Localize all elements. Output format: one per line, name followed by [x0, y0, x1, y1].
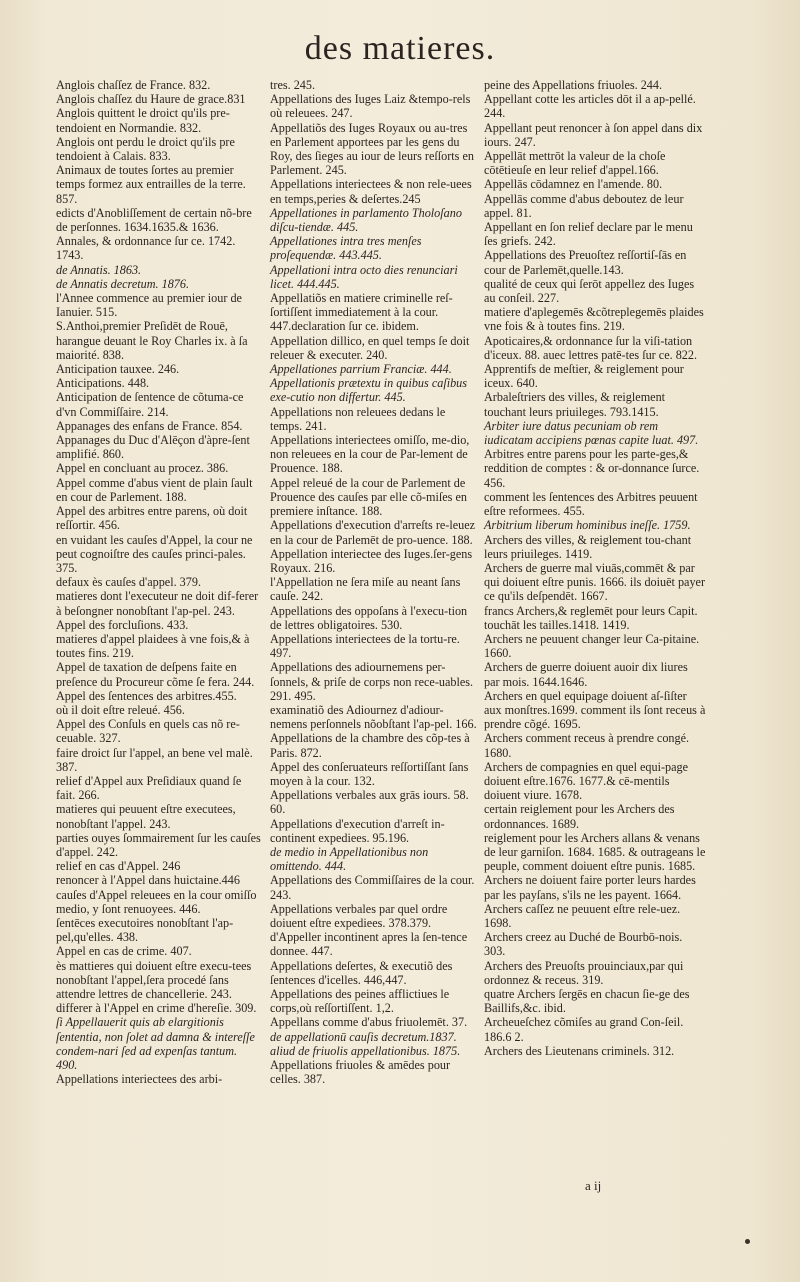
index-entry: Appellations friuoles & amēdes pour celles. 387.	[270, 1058, 451, 1087]
index-entry: Appellations de la chambre des cõp-tes à Paris. 872.	[270, 731, 470, 760]
index-entry: Animaux de toutes ſortes au premier temps formez aux entrailles de la terre. 857.	[56, 163, 246, 206]
index-entry: Appellationes parrium Franciæ. 444.	[270, 362, 452, 377]
index-entry: Appellations interiectees omiſſo, me-dio, non releuees en la cour de Par-lement de Prouence. 188.	[270, 433, 470, 476]
index-entry: differer à l'Appel en crime d'hereſie. 309.	[56, 1001, 257, 1016]
index-entry: Archers des villes, & reiglement tou-chant leurs priuileges. 1419.	[484, 532, 692, 561]
index-column-1	[56, 78, 261, 1086]
index-entry: où il doit eſtre releué. 456.	[56, 702, 185, 717]
index-entry: Appel des forcluſions. 433.	[56, 617, 189, 632]
index-entry: Appanages des enfans de France. 854.	[56, 418, 243, 433]
index-entry: de medio in Appellationibus non omittendo. 444.	[270, 844, 429, 874]
index-entry: tres. 245.	[270, 78, 316, 92]
index-entry: examinatiõ des Adiournez d'adiour-nemens perſonnels nõobſtant l'ap-pel. 166.	[270, 702, 477, 732]
index-entry: l'Appellation ne ſera miſe au neant ſans cauſe. 242.	[270, 575, 461, 604]
index-entry: Appellations non releuees dedans le temps. 241.	[270, 404, 446, 433]
index-entry: Arbitres entre parens pour les parte-ges,& reddition de comptes : & or-donnance ſurce. 456.	[484, 447, 700, 490]
index-entry: Appellations verbales aux grās iours. 58. 60.	[270, 788, 469, 817]
index-entry: en vuidant les cauſes d'Appel, la cour ne peut cognoiſtre des cauſes princi-pales. 375.	[56, 532, 253, 575]
index-entry: de appellationū cauſis decretum.1837. aliud de friuolis appellationibus. 1875.	[270, 1029, 461, 1058]
index-entry: Appellations des adiournemens per-ſonnels, & priſe de corps non rece-uables. 291. 495.	[270, 660, 474, 703]
index-entry: Appellatiõs en matiere criminelle reſ-ſortiſſent immediatement à la cour. 447.declaration ſur ce. ibidem.	[270, 291, 453, 334]
index-entry: Archers ne peuuent changer leur Ca-pitaine. 1660.	[484, 631, 700, 661]
index-entry: Appel comme d'abus vient de plain ſault en cour de Parlement. 188.	[56, 475, 253, 504]
index-entry: Appellations des Commiſſaires de la cour. 243.	[270, 873, 475, 902]
index-column-3	[484, 78, 706, 1058]
index-entry: Apprentifs de meſtier, & reiglement pour iceux. 640.	[484, 362, 684, 391]
index-entry: Anticipations. 448.	[56, 376, 150, 391]
index-entry: Arbiter iure datus pecuniam ob rem iudicatam accipiens pœnas capite luat. 497.	[484, 418, 699, 448]
index-entry: quatre Archers ſergēs en chacun ſie-ge des Baillifs,&c. ibid.	[484, 987, 690, 1016]
index-entry: Appel en cas de crime. 407.	[56, 944, 192, 959]
index-entry: Anglois ont perdu le droict qu'ils pre tendoient à Calais. 833.	[56, 134, 235, 164]
index-entry: Appellations verbales par quel ordre doiuent eſtre expediees. 378.379.	[270, 901, 448, 930]
index-entry: Appel releué de la cour de Parlement de Prouence des cauſes par elle cõ-miſes en premiere inſtance. 188.	[270, 475, 467, 519]
index-entry: Anticipation de ſentence de cõtuma-ce d'vn Commiſſaire. 214.	[56, 390, 244, 419]
index-entry: Appellāt mettrōt la valeur de la choſe cōtētieuſe en leur relief d'appel.166.	[484, 149, 666, 178]
index-entry: Appellations des peines afflictiues le corps,où reſſortiſſent. 1,2.	[270, 987, 450, 1016]
index-entry: Archers des Preuoſts prouinciaux,par qui ordonnez & receus. 319.	[484, 958, 684, 987]
index-entry: Appel de taxation de deſpens faite en preſence du Procureur cõme ſe fera. 244.	[56, 660, 255, 689]
index-entry: renoncer à l'Appel dans huictaine.446	[56, 873, 240, 888]
index-entry: Archeueſchez cõmiſes au grand Con-ſeil. 186.6 2.	[484, 1015, 684, 1044]
index-entry: Archers des Lieutenans criminels. 312.	[484, 1043, 675, 1058]
index-entry: S.Anthoi,premier Preſidēt de Rouē, harangue deuant le Roy Charles ix. à ſa maiorité. 838.	[56, 319, 248, 362]
index-entry: Appellant cotte les articles dōt il a ap-pellé. 244.	[484, 92, 696, 121]
index-entry: cauſes d'Appel releuees en la cour omiſſo medio, y ſont renuoyees. 446.	[56, 887, 257, 916]
index-entry: Appellations interiectees des arbi-	[56, 1072, 223, 1087]
index-entry: Archers ne doiuent faire porter leurs hardes par les payſans, s'ils ne les payent. 1664.	[484, 873, 696, 902]
index-entry: relief d'Appel aux Preſidiaux quand ſe fait. 266.	[56, 773, 242, 803]
index-entry: Annales, & ordonnance ſur ce. 1742. 1743.	[56, 234, 236, 263]
index-entry: peine des Appellations friuoles. 244.	[484, 78, 663, 92]
index-entry: parties ouyes ſommairement ſur les cauſes d'appel. 242.	[56, 830, 261, 859]
index-entry: Archers caſſez ne peuuent eſtre rele-uez. 1698.	[484, 901, 681, 930]
index-entry: Appellationi intra octo dies renunciari licet. 444.445.	[270, 262, 458, 291]
index-entry: ès mattieres qui doiuent eſtre execu-tees nonobſtant l'appel,ſera procedé ſans attendre lettres de chancellerie. 243.	[56, 958, 252, 1001]
index-entry: Archers de compagnies en quel equi-page doiuent eſtre.1676. 1677.& cē-mentils doiuent viure. 1678.	[484, 759, 689, 803]
index-entry: ſi Appellauerit quis ab elargitionis ſententia, non ſolet ad damna & intereſſe condem-nari ſed ad expenſas tantum. 490.	[56, 1015, 255, 1073]
index-entry: Appellations interiectees & non rele-uees en temps,peries & deſertes.245	[270, 177, 472, 206]
index-entry: Appel des ſentences des arbitres.455.	[56, 688, 237, 703]
index-entry: Archers comment receus à prendre congé. 1680.	[484, 731, 690, 760]
index-entry: Anticipation tauxee. 246.	[56, 362, 180, 377]
index-entry: faire droict ſur l'appel, an bene vel malè. 387.	[56, 745, 253, 774]
index-entry: Archers de guerre mal viuās,commēt & par qui doiuent eſtre punis. 1666. ils doiuēt payer ce qu'ils deſpendēt. 1667.	[484, 560, 706, 604]
index-entry: Appellations deſertes, & executiõ des ſentences d'icelles. 446,447.	[270, 958, 453, 987]
index-entry: certain reiglement pour les Archers des ordonnances. 1689.	[484, 802, 675, 831]
index-entry: Appellations des oppoſans à l'execu-tion de lettres obligatoires. 530.	[270, 603, 468, 632]
index-entry: l'Annee commence au premier iour de Ianuier. 515.	[56, 291, 242, 320]
index-entry: matiere d'aplegemēs &cõtreplegemēs plaides vne fois & à toutes fins. 219.	[484, 305, 704, 334]
index-entry: Appellation interiectee des Iuges.ſer-gens Royaux. 216.	[270, 546, 473, 575]
index-entry: Anglois quittent le droict qu'ils pre-tendoient en Normandie. 832.	[56, 106, 230, 135]
index-entry: edicts d'Anobliſſement de certain nõ-bre de perſonnes. 1634.1635.& 1636.	[56, 205, 252, 235]
index-entry: Appellans comme d'abus friuolemēt. 37.	[270, 1015, 468, 1030]
signature-mark: a ij	[585, 1178, 602, 1193]
index-entry: comment les ſentences des Arbitres peuuent eſtre reformees. 455.	[484, 489, 698, 519]
index-column-2	[270, 78, 480, 1086]
index-entry: Anglois chaſſez du Haure de grace.831	[56, 92, 246, 107]
index-entry: ſentēces executoires nonobſtant l'ap-pel,qu'elles. 438.	[56, 915, 234, 945]
index-entry: de Annatis decretum. 1876.	[56, 276, 190, 291]
index-entry: d'Appeller incontinent apres la ſen-tence donnee. 447.	[270, 930, 468, 959]
index-entry: Appellās cōdamnez en l'amende. 80.	[484, 177, 663, 192]
index-entry: defaux ès cauſes d'appel. 379.	[56, 575, 202, 590]
index-entry: matieres dont l'executeur ne doit dif-ferer à beſongner nonobſtant l'ap-pel. 243.	[56, 589, 259, 618]
index-entry: Appellation dillico, en quel temps ſe doit releuer & executer. 240.	[270, 333, 470, 362]
page-title: des matieres.	[304, 30, 496, 67]
index-entry: Arbitrium liberum hominibus ineſſe. 1759.	[484, 518, 691, 533]
index-entry: Appel en concluant au procez. 386.	[56, 461, 229, 476]
index-entry: reiglement pour les Archers allans & venans de leur garniſon. 1684. 1685. & outrageans le peuple, comment doiuent eſtre punis. 1685.	[484, 830, 706, 874]
index-entry: Appellations des Iuges Laiz &tempo-rels où releuees. 247.	[270, 92, 471, 121]
index-entry: Appellant peut renoncer à ſon appel dans dix iours. 247.	[484, 120, 703, 149]
index-entry: Appellations interiectees de la tortu-re. 497.	[270, 631, 460, 661]
ink-spot	[745, 1239, 750, 1244]
index-entry: Appellatiõs des Iuges Royaux ou au-tres en Parlement apportees par les gens du Roy, des ſieges au iour de leurs reſſorts en Parlement. 245.	[270, 120, 474, 178]
index-entry: relief en cas d'Appel. 246	[56, 859, 181, 874]
index-entry: Appel des arbitres entre parens, où doit reſſortir. 456.	[56, 504, 248, 533]
index-entry: Appellationes intra tres menſes proſequendæ. 443.445.	[270, 234, 422, 263]
index-entry: Appellationes in parlamento Tholoſano diſcu-tiendæ. 445.	[270, 205, 462, 235]
index-entry: Appellations d'execution d'arreſts re-leuez en la cour de Parlemēt de pro-uence. 188.	[270, 518, 476, 547]
index-entry: Appellations des Preuoſtez reſſortiſ-ſās en cour de Parlemēt,quelle.143.	[484, 248, 687, 277]
index-entry: Arbaleſtriers des villes, & reiglement touchant leurs priuileges. 793.1415.	[484, 390, 666, 419]
index-entry: Archers creez au Duché de Bourbō-nois. 303.	[484, 930, 683, 959]
index-entry: de Annatis. 1863.	[56, 262, 142, 277]
index-entry: matieres qui peuuent eſtre executees, nonobſtant l'appel. 243.	[56, 802, 236, 831]
index-entry: Anglois chaſſez de France. 832.	[56, 78, 211, 92]
index-entry: Appanages du Duc d'Alēçon d'àpre-ſent amplifié. 860.	[56, 433, 250, 462]
index-entry: Appellant en ſon relief declare par le menu ſes griefs. 242.	[484, 220, 693, 249]
index-entry: Appellationis prætextu in quibus caſibus exe-cutio non differtur. 445.	[270, 376, 468, 405]
index-entry: Appel des conſeruateurs reſſortiſſant ſans moyen à la cour. 132.	[270, 759, 469, 788]
index-entry: Appellās comme d'abus deboutez de leur appel. 81.	[484, 191, 684, 220]
index-entry: Archers de guerre doiuent auoir dix liures par mois. 1644.1646.	[484, 660, 688, 689]
index-entry: Appellations d'execution d'arreſt in-continent expediees. 95.196.	[270, 816, 445, 845]
index-entry: matieres d'appel plaidees à vne fois,& à toutes fins. 219.	[56, 631, 250, 661]
index-entry: qualité de ceux qui ſerōt appellez des Iuges au conſeil. 227.	[484, 276, 695, 306]
index-entry: Appel des Conſuls en quels cas nõ re-ceuable. 327.	[56, 717, 240, 746]
index-entry: Archers en quel equipage doiuent aſ-ſiſter aux monſtres.1699. comment ils ſont receus à prendre cõgé. 1695.	[484, 688, 706, 732]
index-entry: Apoticaires,& ordonnance ſur la viſi-tation d'iceux. 88. auec lettres patē-tes ſur ce. 822.	[484, 333, 698, 362]
index-entry: francs Archers,& reglemēt pour leurs Capit. touchāt les tailles.1418. 1419.	[484, 603, 698, 632]
